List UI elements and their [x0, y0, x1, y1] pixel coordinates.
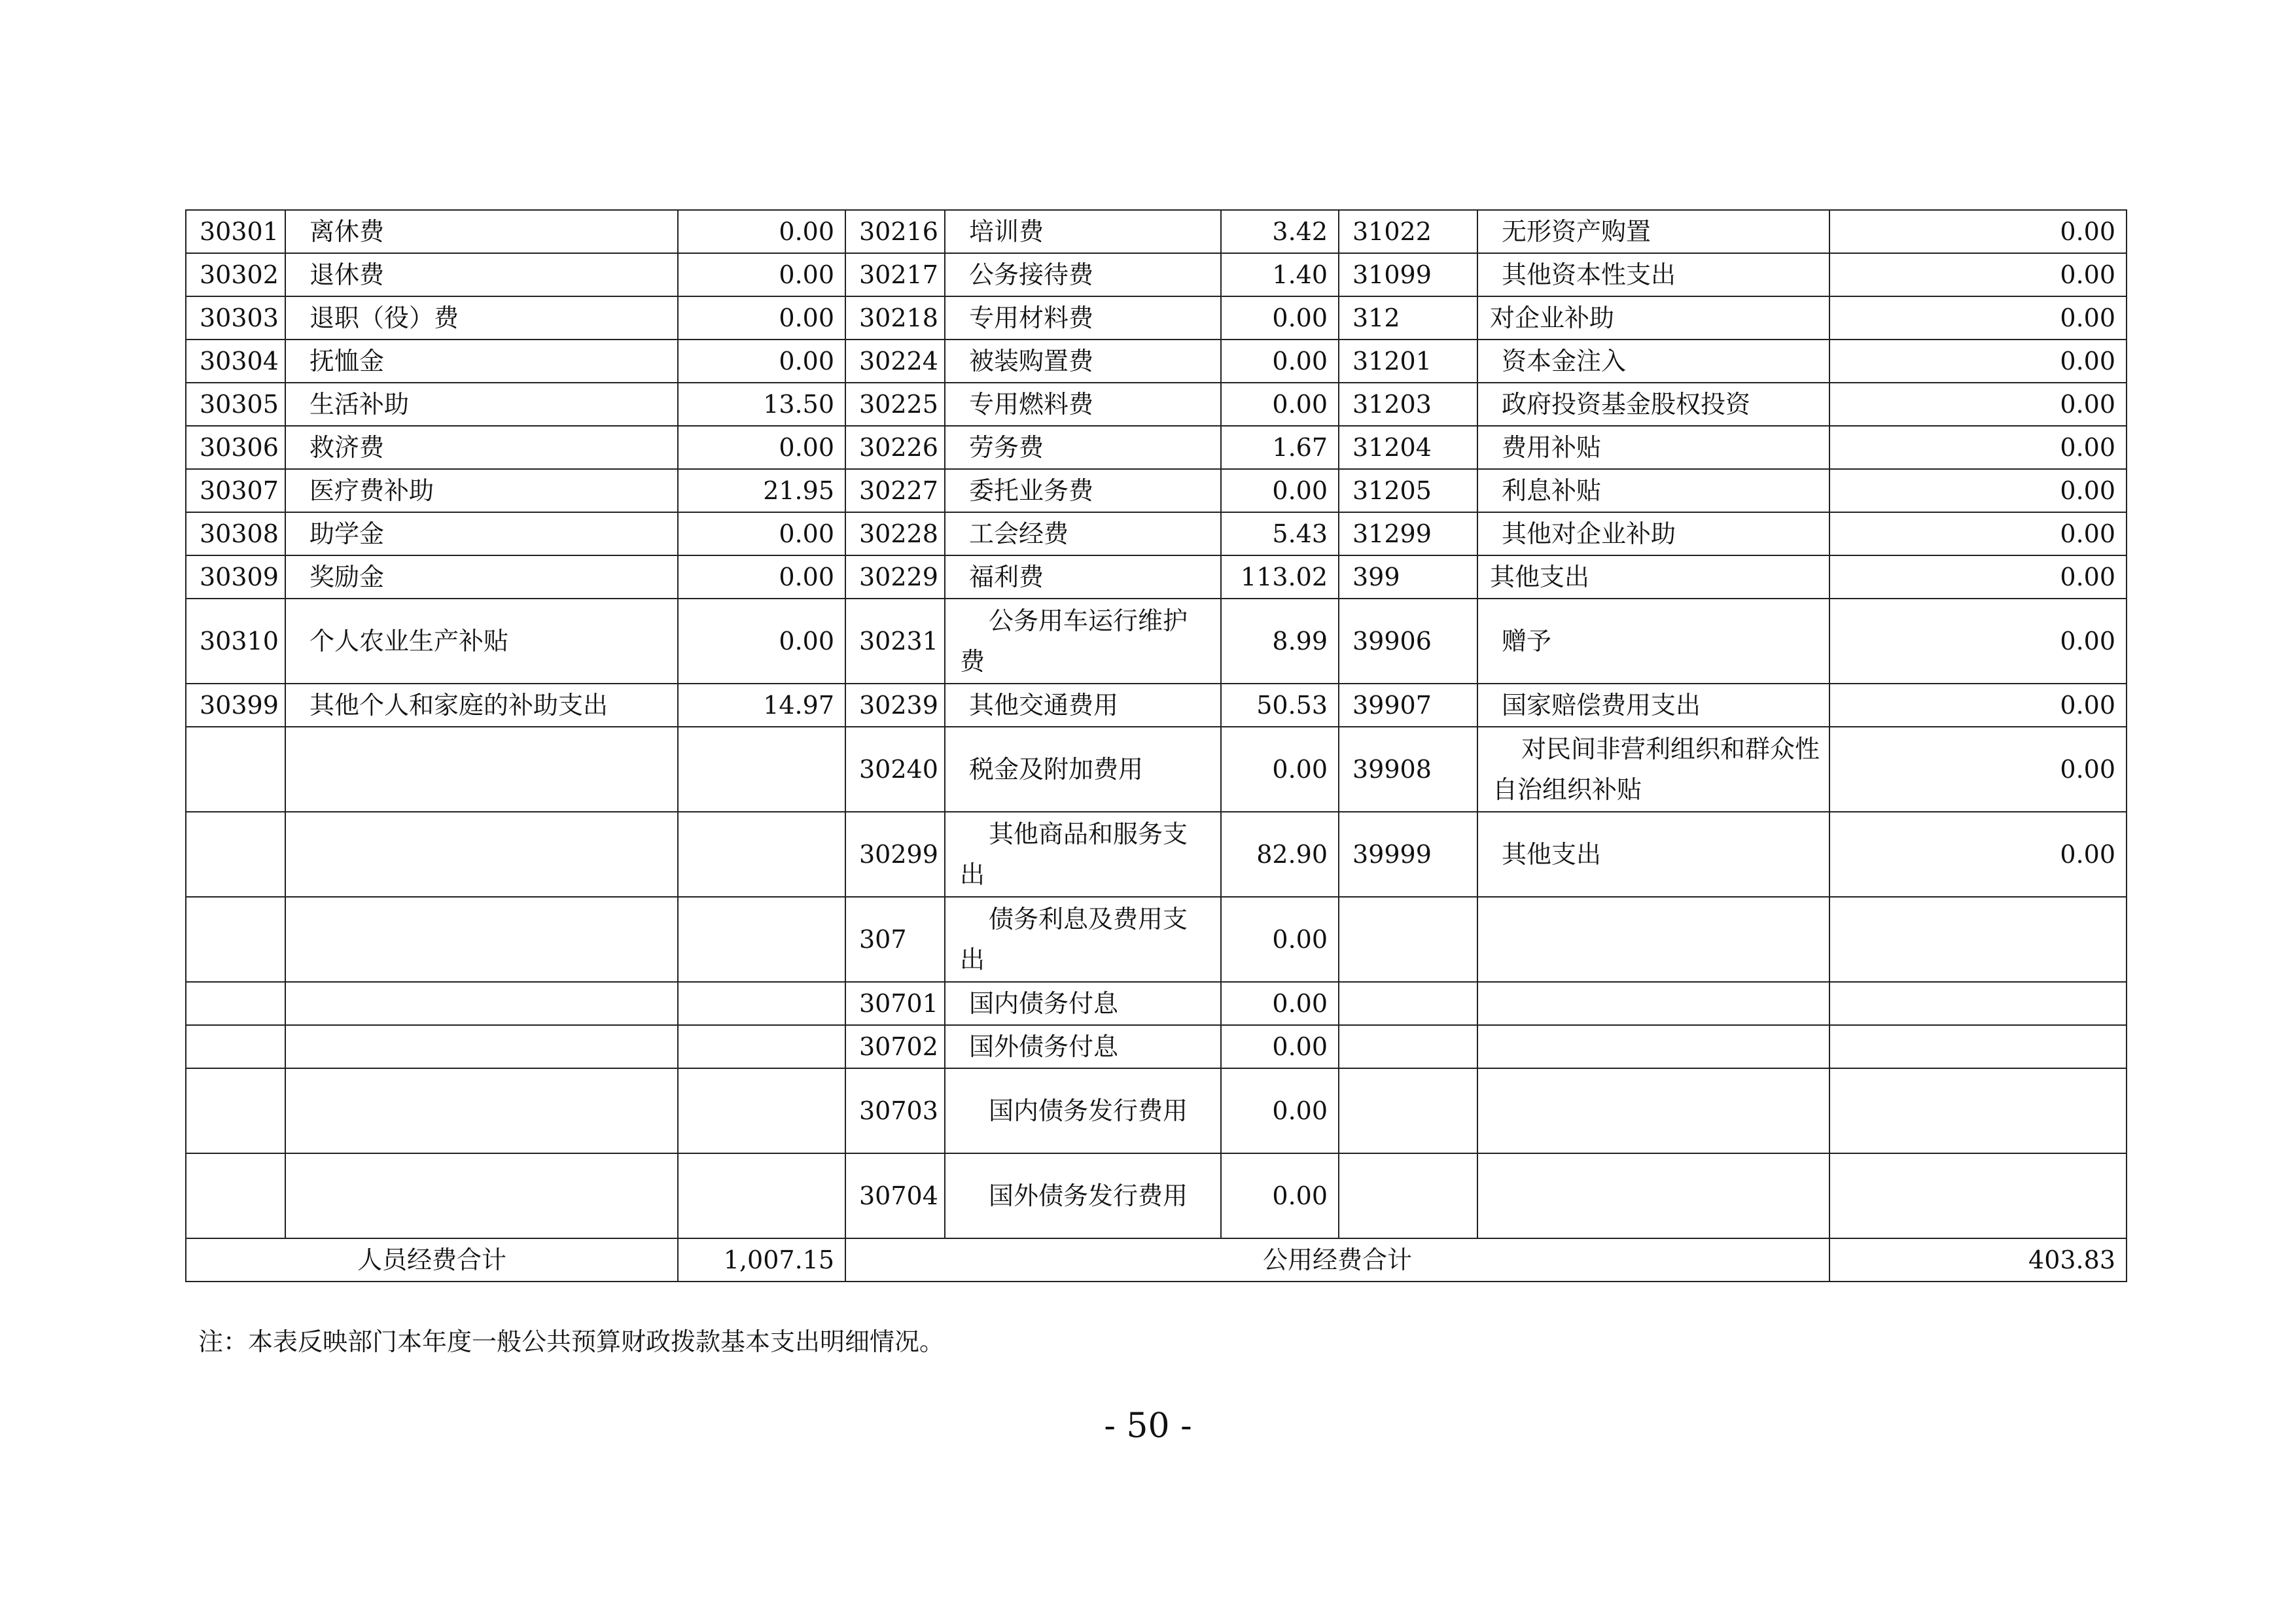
code-cell: 312: [1339, 296, 1477, 340]
code-cell: 30226: [845, 426, 945, 469]
name-cell: 对企业补助: [1477, 296, 1829, 340]
name-cell: 债务利息及费用支出: [945, 897, 1221, 982]
code-cell: 30310: [186, 599, 285, 684]
name-cell: 工会经费: [945, 512, 1221, 555]
name-cell: 税金及附加费用: [945, 727, 1221, 812]
amount-cell: [678, 1153, 845, 1238]
name-cell: [285, 1025, 678, 1068]
table-row: [186, 897, 2127, 982]
name-cell: 劳务费: [945, 426, 1221, 469]
name-cell: 个人农业生产补贴: [285, 599, 678, 684]
code-cell: [1339, 1025, 1477, 1068]
table-row: [186, 383, 2127, 426]
code-cell: 30702: [845, 1025, 945, 1068]
name-cell: 委托业务费: [945, 469, 1221, 512]
table-row: [186, 684, 2127, 727]
code-cell: 30218: [845, 296, 945, 340]
amount-cell: 0.00: [1221, 296, 1339, 340]
name-cell: 退休费: [285, 253, 678, 296]
personnel-total-amount: 1,007.15: [678, 1238, 845, 1282]
code-cell: 30227: [845, 469, 945, 512]
amount-cell: 0.00: [1829, 812, 2127, 897]
name-cell: 资本金注入: [1477, 340, 1829, 383]
amount-cell: 0.00: [1829, 383, 2127, 426]
public-total-label: 公用经费合计: [845, 1238, 1829, 1282]
amount-cell: 21.95: [678, 469, 845, 512]
name-cell: [285, 812, 678, 897]
name-cell: 公务接待费: [945, 253, 1221, 296]
name-cell: 国内债务发行费用: [945, 1068, 1221, 1153]
code-cell: [186, 897, 285, 982]
name-cell: 国外债务付息: [945, 1025, 1221, 1068]
amount-cell: 0.00: [1221, 1153, 1339, 1238]
name-cell: 其他个人和家庭的补助支出: [285, 684, 678, 727]
expenditure-detail-table: [185, 209, 2127, 1282]
table-row: [186, 1153, 2127, 1238]
code-cell: 30701: [845, 982, 945, 1025]
amount-cell: 0.00: [1829, 727, 2127, 812]
code-cell: [1339, 982, 1477, 1025]
table-row: [186, 426, 2127, 469]
code-cell: 30704: [845, 1153, 945, 1238]
code-cell: 39999: [1339, 812, 1477, 897]
amount-cell: [1829, 897, 2127, 982]
code-cell: 31203: [1339, 383, 1477, 426]
code-cell: 399: [1339, 555, 1477, 599]
code-cell: 39908: [1339, 727, 1477, 812]
table-row: [186, 599, 2127, 684]
code-cell: 307: [845, 897, 945, 982]
code-cell: 31204: [1339, 426, 1477, 469]
amount-cell: [678, 812, 845, 897]
amount-cell: [678, 897, 845, 982]
table-row: [186, 296, 2127, 340]
amount-cell: 0.00: [1221, 982, 1339, 1025]
code-cell: 30224: [845, 340, 945, 383]
amount-cell: 1.67: [1221, 426, 1339, 469]
public-total-amount: 403.83: [1829, 1238, 2127, 1282]
amount-cell: 0.00: [1829, 599, 2127, 684]
amount-cell: 0.00: [678, 599, 845, 684]
name-cell: 退职（役）费: [285, 296, 678, 340]
amount-cell: 0.00: [678, 426, 845, 469]
name-cell: 其他商品和服务支出: [945, 812, 1221, 897]
code-cell: 31099: [1339, 253, 1477, 296]
code-cell: 30703: [845, 1068, 945, 1153]
name-cell: 助学金: [285, 512, 678, 555]
name-cell: 救济费: [285, 426, 678, 469]
name-cell: 奖励金: [285, 555, 678, 599]
amount-cell: [1829, 1153, 2127, 1238]
name-cell: [285, 727, 678, 812]
name-cell: [285, 982, 678, 1025]
name-cell: 其他支出: [1477, 555, 1829, 599]
name-cell: 培训费: [945, 210, 1221, 253]
amount-cell: 0.00: [1221, 469, 1339, 512]
amount-cell: 0.00: [1221, 897, 1339, 982]
table-row: [186, 1068, 2127, 1153]
code-cell: 30399: [186, 684, 285, 727]
code-cell: [186, 982, 285, 1025]
name-cell: 医疗费补助: [285, 469, 678, 512]
code-cell: 30306: [186, 426, 285, 469]
amount-cell: [1829, 1068, 2127, 1153]
amount-cell: 0.00: [1221, 727, 1339, 812]
amount-cell: 0.00: [1829, 555, 2127, 599]
name-cell: [285, 1153, 678, 1238]
name-cell: 其他对企业补助: [1477, 512, 1829, 555]
code-cell: 30308: [186, 512, 285, 555]
amount-cell: 14.97: [678, 684, 845, 727]
amount-cell: [1829, 1025, 2127, 1068]
code-cell: 30239: [845, 684, 945, 727]
name-cell: [1477, 1068, 1829, 1153]
name-cell: 被装购置费: [945, 340, 1221, 383]
code-cell: 30305: [186, 383, 285, 426]
amount-cell: 0.00: [1829, 469, 2127, 512]
name-cell: [1477, 1153, 1829, 1238]
amount-cell: 0.00: [1829, 340, 2127, 383]
code-cell: [186, 1068, 285, 1153]
name-cell: 国内债务付息: [945, 982, 1221, 1025]
amount-cell: 0.00: [678, 555, 845, 599]
code-cell: 30225: [845, 383, 945, 426]
name-cell: 福利费: [945, 555, 1221, 599]
name-cell: 费用补贴: [1477, 426, 1829, 469]
amount-cell: [678, 1068, 845, 1153]
name-cell: [1477, 897, 1829, 982]
name-cell: 赠予: [1477, 599, 1829, 684]
name-cell: [285, 1068, 678, 1153]
amount-cell: 0.00: [678, 253, 845, 296]
code-cell: 30302: [186, 253, 285, 296]
code-cell: [186, 1025, 285, 1068]
name-cell: 离休费: [285, 210, 678, 253]
totals-row: [186, 1238, 2127, 1282]
amount-cell: 0.00: [1829, 210, 2127, 253]
amount-cell: 8.99: [1221, 599, 1339, 684]
code-cell: 30240: [845, 727, 945, 812]
code-cell: 30217: [845, 253, 945, 296]
code-cell: [186, 1153, 285, 1238]
amount-cell: 0.00: [1221, 1025, 1339, 1068]
personnel-total-label: 人员经费合计: [186, 1238, 678, 1282]
amount-cell: 50.53: [1221, 684, 1339, 727]
amount-cell: 0.00: [1829, 253, 2127, 296]
table-row: [186, 512, 2127, 555]
amount-cell: [1829, 982, 2127, 1025]
amount-cell: 1.40: [1221, 253, 1339, 296]
name-cell: 其他支出: [1477, 812, 1829, 897]
amount-cell: [678, 1025, 845, 1068]
name-cell: 国外债务发行费用: [945, 1153, 1221, 1238]
name-cell: [285, 897, 678, 982]
table-row: [186, 727, 2127, 812]
code-cell: 30229: [845, 555, 945, 599]
amount-cell: 0.00: [678, 512, 845, 555]
code-cell: 31201: [1339, 340, 1477, 383]
table-row: [186, 340, 2127, 383]
amount-cell: 0.00: [1829, 684, 2127, 727]
name-cell: 抚恤金: [285, 340, 678, 383]
name-cell: 专用燃料费: [945, 383, 1221, 426]
name-cell: 政府投资基金股权投资: [1477, 383, 1829, 426]
amount-cell: [678, 727, 845, 812]
code-cell: 30303: [186, 296, 285, 340]
amount-cell: 0.00: [1829, 426, 2127, 469]
code-cell: 30228: [845, 512, 945, 555]
code-cell: [1339, 1153, 1477, 1238]
amount-cell: 0.00: [1221, 1068, 1339, 1153]
code-cell: [186, 812, 285, 897]
amount-cell: [678, 982, 845, 1025]
code-cell: 30299: [845, 812, 945, 897]
table-row: [186, 555, 2127, 599]
table-row: [186, 253, 2127, 296]
table-row: [186, 469, 2127, 512]
code-cell: 39907: [1339, 684, 1477, 727]
amount-cell: 0.00: [1221, 340, 1339, 383]
code-cell: 30216: [845, 210, 945, 253]
name-cell: 无形资产购置: [1477, 210, 1829, 253]
name-cell: [1477, 1025, 1829, 1068]
amount-cell: 0.00: [678, 210, 845, 253]
code-cell: 31299: [1339, 512, 1477, 555]
name-cell: 对民间非营利组织和群众性自治组织补贴: [1477, 727, 1829, 812]
code-cell: 30231: [845, 599, 945, 684]
name-cell: 公务用车运行维护费: [945, 599, 1221, 684]
table-note: 注：本表反映部门本年度一般公共预算财政拨款基本支出明细情况。: [198, 1327, 945, 1356]
code-cell: [186, 727, 285, 812]
amount-cell: 113.02: [1221, 555, 1339, 599]
code-cell: 39906: [1339, 599, 1477, 684]
name-cell: 生活补助: [285, 383, 678, 426]
table-row: [186, 210, 2127, 253]
amount-cell: 0.00: [1829, 512, 2127, 555]
code-cell: 30307: [186, 469, 285, 512]
code-cell: 30304: [186, 340, 285, 383]
page-number: - 50 -: [1104, 1406, 1192, 1446]
name-cell: 国家赔偿费用支出: [1477, 684, 1829, 727]
name-cell: 利息补贴: [1477, 469, 1829, 512]
table-row: [186, 1025, 2127, 1068]
amount-cell: 13.50: [678, 383, 845, 426]
name-cell: [1477, 982, 1829, 1025]
table-row: [186, 982, 2127, 1025]
code-cell: [1339, 1068, 1477, 1153]
amount-cell: 0.00: [678, 296, 845, 340]
code-cell: 30309: [186, 555, 285, 599]
code-cell: 30301: [186, 210, 285, 253]
name-cell: 其他资本性支出: [1477, 253, 1829, 296]
amount-cell: 0.00: [678, 340, 845, 383]
amount-cell: 0.00: [1829, 296, 2127, 340]
code-cell: 31205: [1339, 469, 1477, 512]
table-row: [186, 812, 2127, 897]
amount-cell: 82.90: [1221, 812, 1339, 897]
amount-cell: 0.00: [1221, 383, 1339, 426]
name-cell: 其他交通费用: [945, 684, 1221, 727]
name-cell: 专用材料费: [945, 296, 1221, 340]
code-cell: 31022: [1339, 210, 1477, 253]
amount-cell: 5.43: [1221, 512, 1339, 555]
code-cell: [1339, 897, 1477, 982]
amount-cell: 3.42: [1221, 210, 1339, 253]
